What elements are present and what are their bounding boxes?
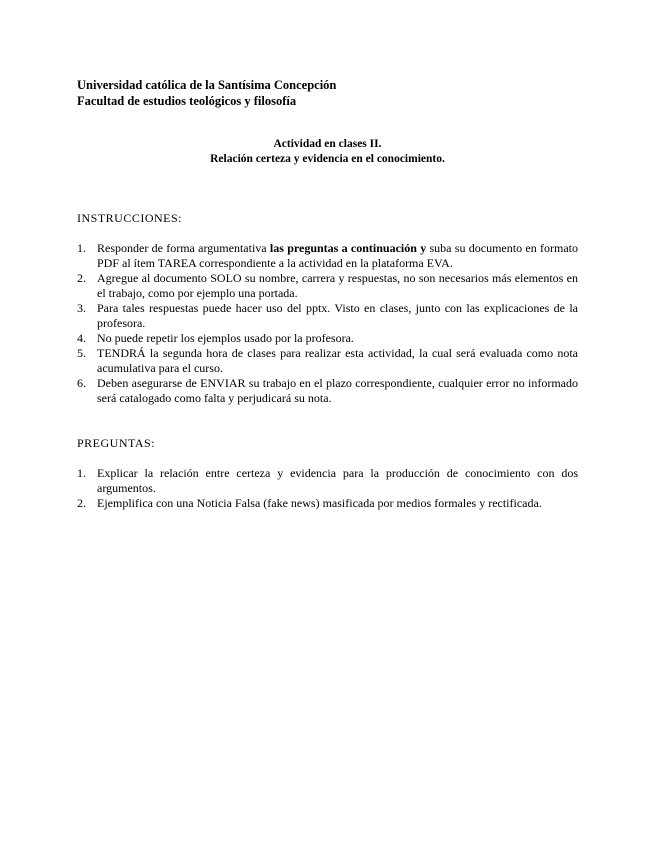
item-text: Deben asegurarse de ENVIAR su trabajo en el plazo correspondiente, cualquier error no informado será catalogado como falta y perjudicará su nota. [97, 376, 578, 405]
item-text: No puede repetir los ejemplos usado por la profesora. [97, 331, 354, 345]
item-number: 5. [77, 346, 86, 360]
item-text-pre: Responder de forma argumentativa [97, 241, 270, 255]
questions-heading: PREGUNTAS: [77, 436, 156, 450]
document-header [77, 77, 336, 109]
faculty-name: Facultad de estudios teológicos y filosofía [77, 94, 297, 108]
activity-titles [77, 137, 578, 167]
questions-list [77, 466, 578, 511]
instructions-list [77, 241, 578, 406]
item-text: TENDRÁ la segunda hora de clases para realizar esta actividad, la cual será evaluada como nota acumulativa para el curso. [97, 346, 578, 375]
item-number: 3. [77, 301, 86, 315]
item-number: 1. [77, 466, 86, 480]
item-text: Explicar la relación entre certeza y evidencia para la producción de conocimiento con dos argumentos. [97, 466, 578, 495]
item-number: 4. [77, 331, 86, 345]
list-item [77, 241, 578, 271]
university-name: Universidad católica de la Santísima Concepción [77, 78, 337, 92]
item-number: 1. [77, 241, 86, 255]
list-item [77, 376, 578, 406]
item-number: 2. [77, 271, 86, 285]
item-text: Agregue al documento SOLO su nombre, carrera y respuestas, no son necesarios más elementos en el trabajo, como por ejemplo una portada. [97, 271, 578, 300]
item-text: Ejemplifica con una Noticia Falsa (fake news) masificada por medios formales y rectificada. [97, 496, 542, 510]
activity-subtitle: Relación certeza y evidencia en el conocimiento. [210, 153, 445, 165]
list-item [77, 331, 578, 346]
list-item [77, 466, 578, 496]
list-item [77, 496, 578, 511]
list-item [77, 346, 578, 376]
item-text-bold: las preguntas a continuación y [269, 241, 427, 255]
item-number: 6. [77, 376, 86, 390]
instructions-heading: INSTRUCCIONES: [77, 211, 183, 225]
activity-title: Actividad en clases II. [273, 138, 382, 150]
item-number: 2. [77, 496, 86, 510]
item-text-post: suba su documento en formato PDF al ítem TAREA correspondiente a la actividad en la plataforma EVA. [97, 241, 578, 270]
list-item [77, 271, 578, 301]
item-text: Para tales respuestas puede hacer uso del pptx. Visto en clases, junto con las explicaciones de la profesora. [97, 301, 578, 330]
list-item [77, 301, 578, 331]
